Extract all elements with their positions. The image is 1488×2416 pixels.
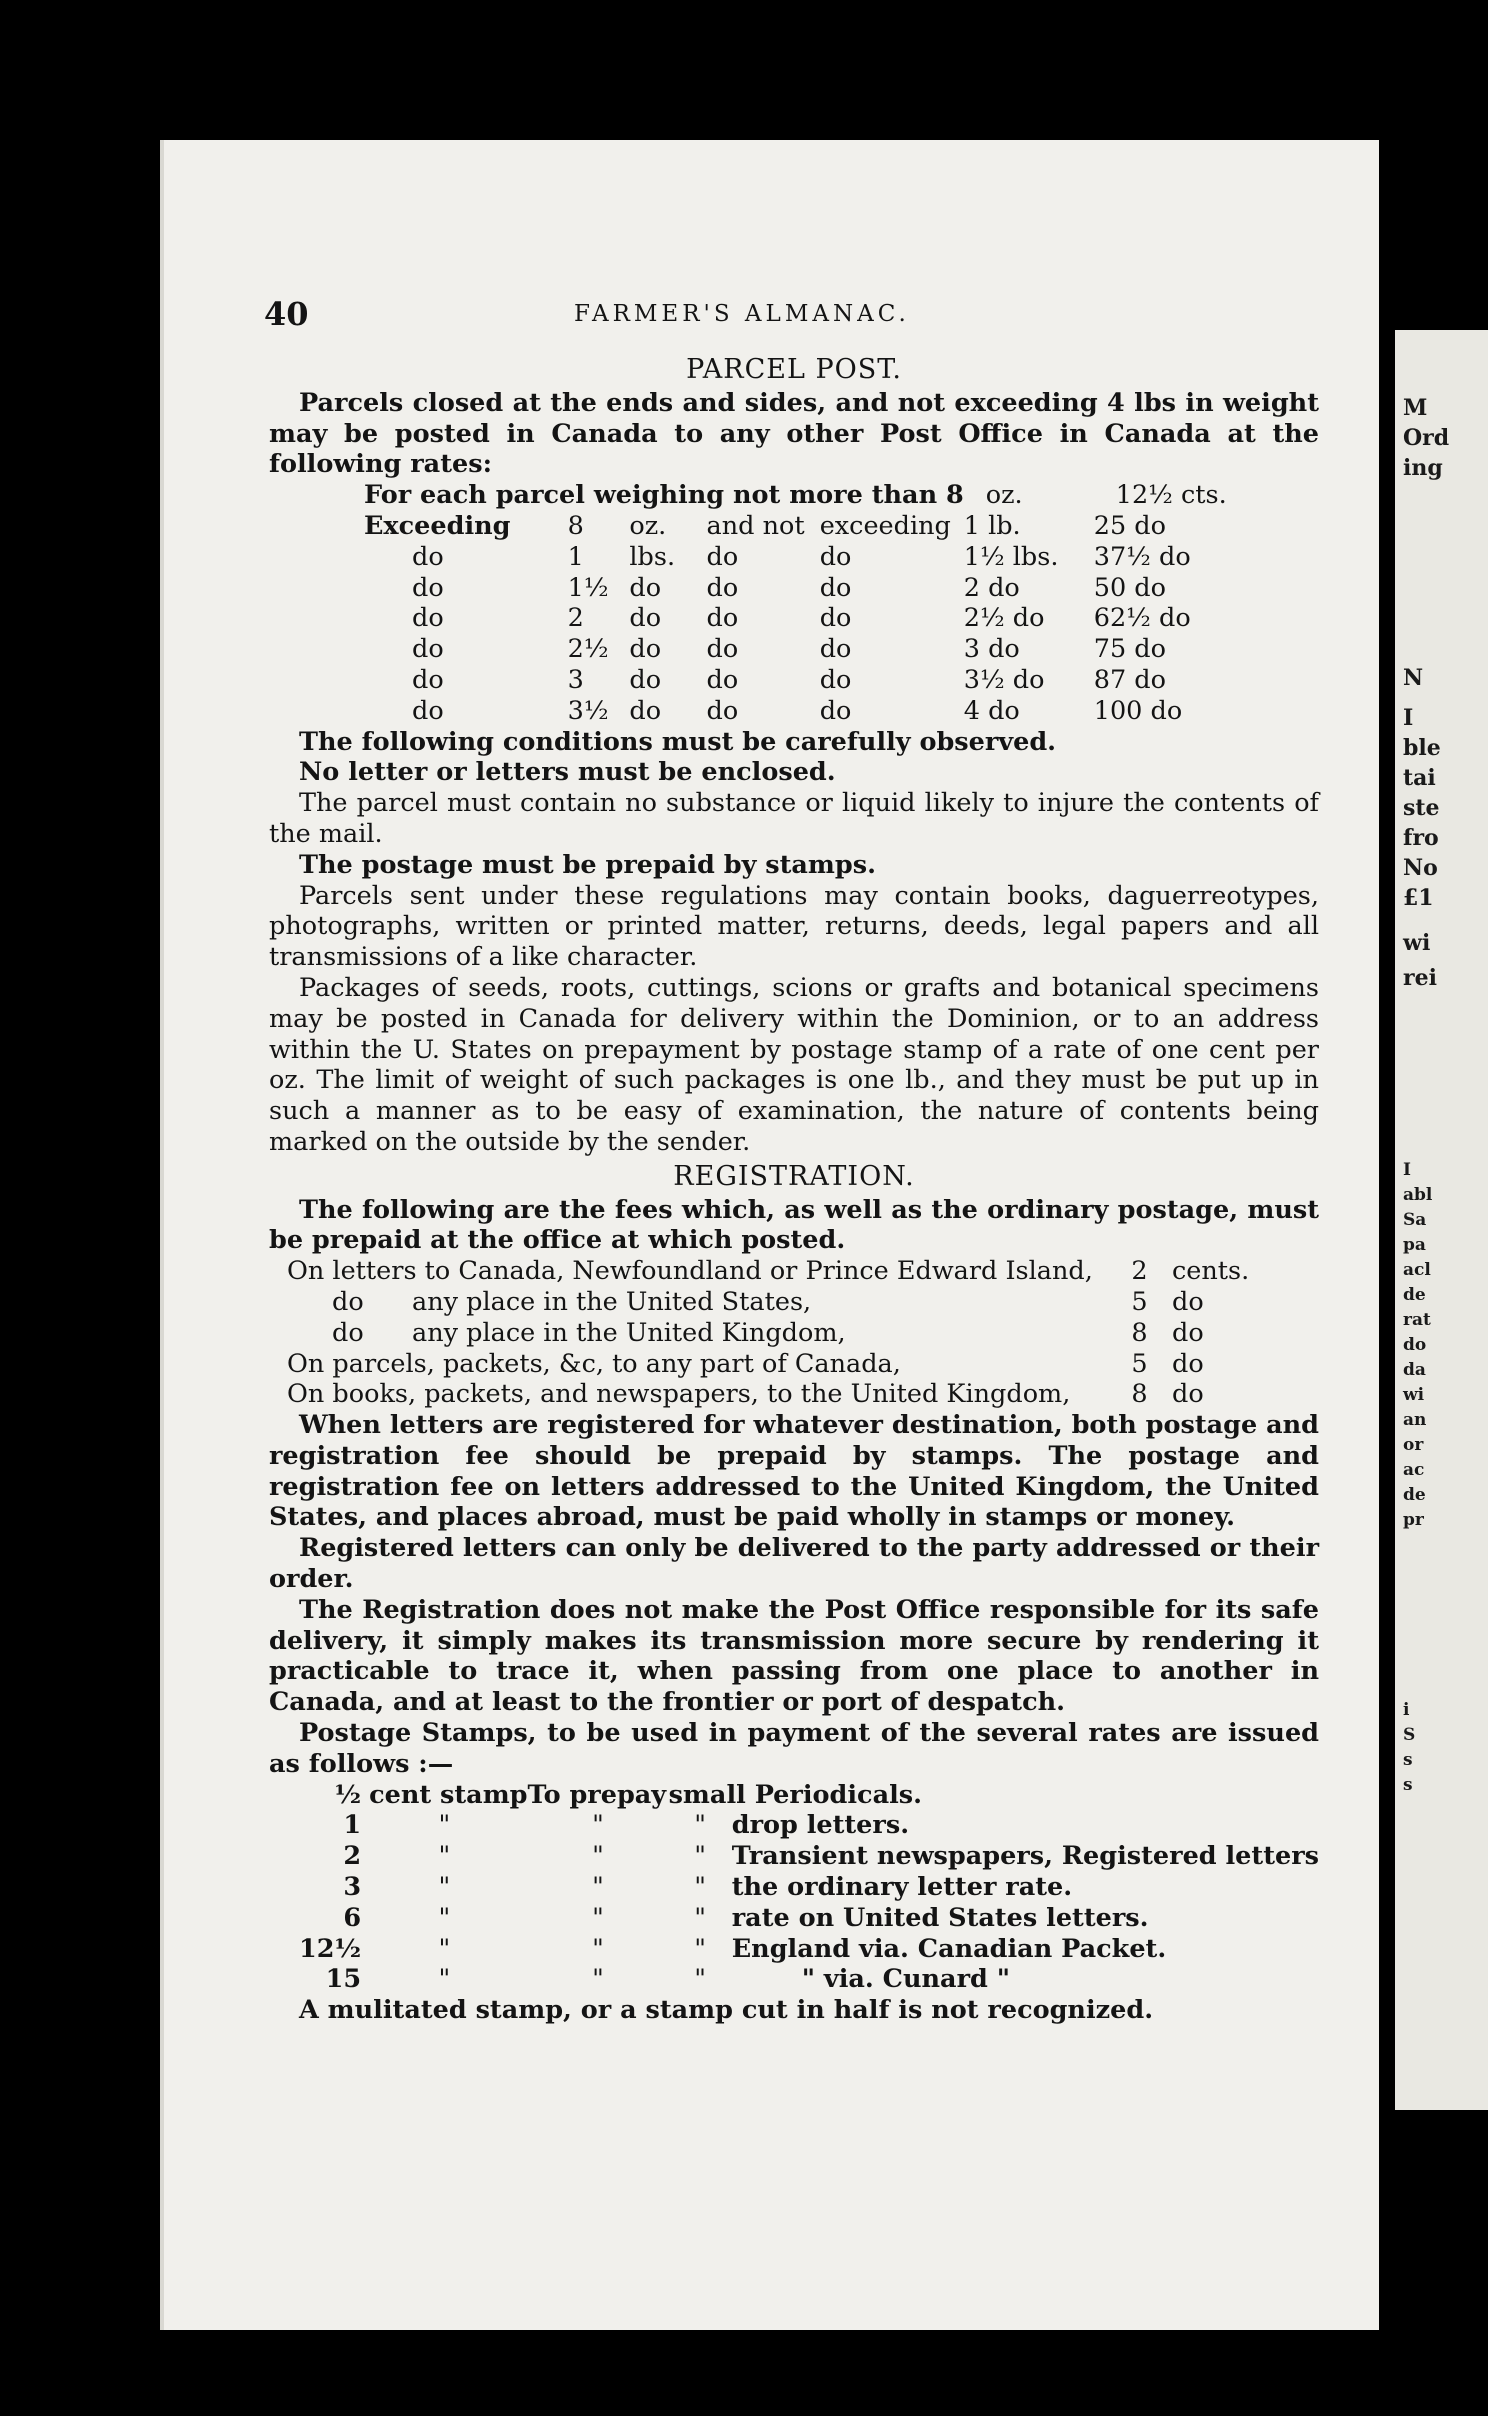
rate-cell: do [412, 695, 444, 726]
adjacent-page-text-fragment: S [1403, 1725, 1416, 1745]
mutilated-stamp-note: A mulitated stamp, or a stamp cut in half is not recognized. [299, 1995, 1154, 2026]
adjacent-page-text-fragment: de [1403, 1285, 1426, 1305]
registration-fee-table [287, 1256, 1249, 1410]
rate-row [364, 665, 1234, 696]
registration-paragraph: The Registration does not make the Post Office responsible for its safe delivery, it simply makes its transmission more secure by rendering it practicable to trace it, when passing from one place to another in Canada, and at least to the frontier or port of despatch. [269, 1594, 1319, 1718]
adjacent-page-text-fragment: pr [1403, 1510, 1424, 1530]
rate-cell: do [706, 695, 739, 726]
rate-cell: 1 lb. [963, 510, 1021, 541]
fee-row [287, 1379, 1249, 1410]
rate-cell: do [412, 572, 444, 603]
adjacent-page-text-fragment: i [1403, 1700, 1410, 1720]
adjacent-page-text-fragment: rei [1403, 965, 1437, 991]
adjacent-page-text-fragment: ste [1403, 795, 1440, 821]
rate-cell: 1 [567, 541, 584, 572]
stamp-cell: " [438, 1902, 451, 1933]
section-title-parcel-post: PARCEL POST. [686, 354, 902, 385]
stamp-cell: drop letters. [731, 1810, 910, 1841]
rate-cell: 37½ do [1093, 541, 1191, 572]
adjacent-page-text-fragment: acl [1403, 1260, 1431, 1280]
rate-cell: 4 do [963, 695, 1020, 726]
adjacent-page-edge [1395, 330, 1488, 2110]
adjacent-page-text-fragment: Ord [1403, 425, 1450, 451]
rate-cell: 75 do [1093, 634, 1166, 665]
adjacent-page-text-fragment: abl [1403, 1185, 1433, 1205]
fee-cell: do [1172, 1379, 1204, 1410]
adjacent-page-text-fragment: N [1403, 665, 1424, 691]
stamp-cell: " [694, 1841, 707, 1872]
rate-cell: 3 [567, 664, 584, 695]
parcel-paragraph: The following conditions must be carefully observed. [299, 726, 1057, 757]
stamp-cell: " [592, 1964, 604, 1995]
rate-row [364, 573, 1234, 604]
stamp-cell: England via. Canadian Packet. [731, 1933, 1167, 1964]
adjacent-page-text-fragment: rat [1403, 1310, 1431, 1330]
parcel-post-conditions [269, 727, 1319, 1158]
rate-cell: do [412, 664, 444, 695]
almanac-page [160, 140, 1379, 2330]
stamp-cell: " [438, 1841, 451, 1872]
fee-cell: do [1172, 1348, 1204, 1379]
stamp-cell: ½ [334, 1779, 362, 1810]
fee-cell: do [332, 1286, 364, 1317]
rate-cell: 25 do [1093, 510, 1166, 541]
stamp-row [299, 1964, 1319, 1995]
adjacent-page-text-fragment: s [1403, 1775, 1413, 1795]
rate-cell: 2 [567, 603, 584, 634]
stamp-row [299, 1841, 1319, 1872]
stamp-cell: the ordinary letter rate. [731, 1872, 1073, 1903]
adjacent-page-text-fragment: de [1403, 1485, 1426, 1505]
adjacent-page-text-fragment: wi [1403, 1385, 1425, 1405]
fee-cell: do [1172, 1286, 1204, 1317]
stamp-cell: " [592, 1841, 604, 1872]
rate-cell: 2 do [963, 572, 1020, 603]
fee-row [287, 1318, 1249, 1349]
adjacent-page-text-fragment: wi [1403, 930, 1431, 956]
rate-cell: oz. [985, 480, 1023, 511]
adjacent-page-text-fragment: ac [1403, 1460, 1425, 1480]
registration-paragraphs [269, 1410, 1319, 1780]
rate-cell: do [819, 572, 852, 603]
rate-cell: 12½ cts. [1115, 480, 1227, 511]
rate-cell: and not [706, 510, 805, 541]
stamp-cell: " [694, 1933, 707, 1964]
fee-row [287, 1349, 1249, 1380]
fee-cell: 2 [1131, 1256, 1148, 1287]
page-number: 40 [264, 295, 309, 333]
adjacent-page-text-fragment: ble [1403, 735, 1441, 761]
fee-cell: do [332, 1317, 364, 1348]
rate-cell: do [819, 541, 852, 572]
rate-cell: 50 do [1093, 572, 1166, 603]
fee-cell: any place in the United Kingdom, [412, 1317, 846, 1348]
rate-cell: lbs. [629, 541, 676, 572]
stamp-cell: To prepay [527, 1779, 667, 1810]
fee-cell: On letters to Canada, Newfoundland or Prince Edward Island, [287, 1256, 1093, 1287]
fee-cell: On parcels, packets, &c, to any part of Canada, [287, 1348, 901, 1379]
stamp-cell: small Periodicals. [668, 1779, 923, 1810]
rate-cell: 3 do [963, 634, 1020, 665]
stamp-cell: 1 [343, 1810, 362, 1841]
page-header [264, 295, 1334, 335]
rate-cell: 62½ do [1093, 603, 1191, 634]
adjacent-page-text-fragment: or [1403, 1435, 1424, 1455]
stamp-row [299, 1810, 1319, 1841]
rate-cell: exceeding [819, 510, 951, 541]
adjacent-page-text-fragment: M [1403, 395, 1428, 421]
stamp-cell: " [592, 1933, 604, 1964]
rate-cell: 1½ [567, 572, 609, 603]
rate-cell: 3½ do [963, 664, 1045, 695]
adjacent-page-text-fragment: do [1403, 1335, 1427, 1355]
fee-row [287, 1287, 1249, 1318]
adjacent-page-text-fragment: Sa [1403, 1210, 1427, 1230]
rate-cell: do [412, 541, 444, 572]
stamp-cell: " [694, 1964, 707, 1995]
parcel-paragraph: Parcels sent under these regulations may contain books, daguerreotypes, photographs, written or printed matter, returns, deeds, legal papers and all transmissions of a like character. [269, 880, 1319, 973]
stamp-cell: " [694, 1902, 707, 1933]
stamp-cell: 12½ [299, 1933, 362, 1964]
stamp-cell: " [694, 1872, 707, 1903]
fee-cell: any place in the United States, [412, 1286, 812, 1317]
rate-cell: do [412, 603, 444, 634]
fee-cell: do [1172, 1317, 1204, 1348]
stamp-cell: 15 [325, 1964, 362, 1995]
rate-cell: Exceeding [364, 510, 511, 541]
stamp-cell: 2 [343, 1841, 362, 1872]
stamp-cell: " via. Cunard " [801, 1964, 1011, 1995]
stamp-cell: cent stamp [369, 1779, 528, 1810]
rate-cell: do [706, 572, 739, 603]
stamp-cell: " [592, 1872, 604, 1903]
fee-cell: 8 [1131, 1317, 1148, 1348]
rate-cell: do [819, 634, 852, 665]
rate-cell: do [706, 634, 739, 665]
adjacent-page-text-fragment: No [1403, 855, 1438, 881]
adjacent-page-text-fragment: £1 [1403, 885, 1434, 911]
adjacent-page-text-fragment: I [1403, 1160, 1411, 1180]
stamp-row [299, 1780, 1319, 1811]
stamp-cell: " [438, 1933, 451, 1964]
rate-cell: 100 do [1093, 695, 1183, 726]
rate-cell: do [706, 541, 739, 572]
rate-cell: do [412, 634, 444, 665]
rate-cell: 2½ [567, 634, 609, 665]
rate-cell: 87 do [1093, 664, 1166, 695]
fee-cell: 5 [1131, 1286, 1148, 1317]
rate-cell: do [706, 603, 739, 634]
stamp-cell: rate on United States letters. [731, 1902, 1149, 1933]
fee-cell: 8 [1131, 1379, 1148, 1410]
rate-cell: 8 [567, 510, 584, 541]
registration-intro: The following are the fees which, as well as the ordinary postage, must be prepaid at the office at which posted. [269, 1194, 1319, 1256]
registration-paragraph: When letters are registered for whatever destination, both postage and registration fee should be prepaid by stamps. The postage and registration fee on letters addressed to the United Kingdom, the United States, and places abroad, must be paid wholly in stamps or money. [269, 1410, 1319, 1533]
rate-cell: do [819, 664, 852, 695]
adjacent-page-text-fragment: an [1403, 1410, 1427, 1430]
rate-cell: 3½ [567, 695, 609, 726]
parcel-paragraph: No letter or letters must be enclosed. [299, 757, 836, 788]
stamp-row [299, 1872, 1319, 1903]
stamp-cell: " [592, 1810, 604, 1841]
rate-row [364, 696, 1234, 727]
stamp-cell: " [438, 1964, 451, 1995]
parcel-paragraph: The postage must be prepaid by stamps. [299, 849, 876, 880]
rate-cell: do [706, 664, 739, 695]
rate-cell: 2½ do [963, 603, 1045, 634]
adjacent-page-text-fragment: tai [1403, 765, 1436, 791]
rate-cell: 1½ lbs. [963, 541, 1059, 572]
rate-cell: do [819, 603, 852, 634]
fee-cell: 5 [1131, 1348, 1148, 1379]
adjacent-page-text-fragment: da [1403, 1360, 1426, 1380]
stamp-cell: " [694, 1810, 707, 1841]
registration-paragraph: Postage Stamps, to be used in payment of the several rates are issued as follows :— [269, 1718, 1319, 1779]
stamp-cell: 3 [343, 1872, 362, 1903]
rate-cell: do [629, 695, 662, 726]
parcel-paragraph: Packages of seeds, roots, cuttings, scions or grafts and botanical specimens may be posted in Canada for delivery within the Dominion, or to an address within the U. States on prepayment by postage stamp of a rate of one cent per oz. The limit of weight of such packages is one lb., and they must be put up in such a manner as to be easy of examination, the nature of contents being marked on the outside by the sender. [269, 972, 1319, 1157]
rate-row [364, 634, 1234, 665]
stamp-cell: " [438, 1872, 451, 1903]
rate-row [364, 542, 1234, 573]
parcel-paragraph: The parcel must contain no substance or liquid likely to injure the contents of the mail. [269, 788, 1319, 849]
stamp-row [299, 1903, 1319, 1934]
registration-paragraph: Registered letters can only be delivered to the party addressed or their order. [269, 1533, 1319, 1595]
stamp-cell: " [592, 1902, 604, 1933]
adjacent-page-text-fragment: I [1403, 705, 1414, 731]
rate-cell: do [629, 603, 662, 634]
page-content [269, 355, 1319, 2026]
rate-cell: do [629, 572, 662, 603]
fee-row [287, 1256, 1249, 1287]
postage-stamp-table [299, 1780, 1319, 1996]
section-title-registration: REGISTRATION. [673, 1160, 915, 1192]
rate-cell: For each parcel weighing not more than 8 [364, 480, 964, 511]
rate-row [364, 480, 1234, 511]
rate-row [364, 511, 1234, 542]
rate-cell: do [819, 695, 852, 726]
adjacent-page-text-fragment: s [1403, 1750, 1413, 1770]
running-title: FARMER'S ALMANAC. [574, 301, 910, 327]
parcel-post-intro: Parcels closed at the ends and sides, and not exceeding 4 lbs in weight may be posted in Canada to any other Post Office in Canada at the following rates: [269, 387, 1319, 480]
rate-row [364, 603, 1234, 634]
rate-cell: oz. [629, 510, 667, 541]
adjacent-page-text-fragment: ing [1403, 455, 1443, 481]
fee-cell: cents. [1172, 1256, 1250, 1287]
stamp-cell: 6 [343, 1902, 362, 1933]
fee-cell: On books, packets, and newspapers, to the United Kingdom, [287, 1379, 1071, 1410]
stamp-row [299, 1934, 1319, 1965]
adjacent-page-text-fragment: pa [1403, 1235, 1426, 1255]
stamp-cell: Transient newspapers, Registered letters [731, 1841, 1319, 1872]
parcel-rate-table [364, 480, 1234, 726]
rate-cell: do [629, 634, 662, 665]
rate-cell: do [629, 664, 662, 695]
adjacent-page-text-fragment: fro [1403, 825, 1439, 851]
stamp-cell: " [438, 1810, 451, 1841]
